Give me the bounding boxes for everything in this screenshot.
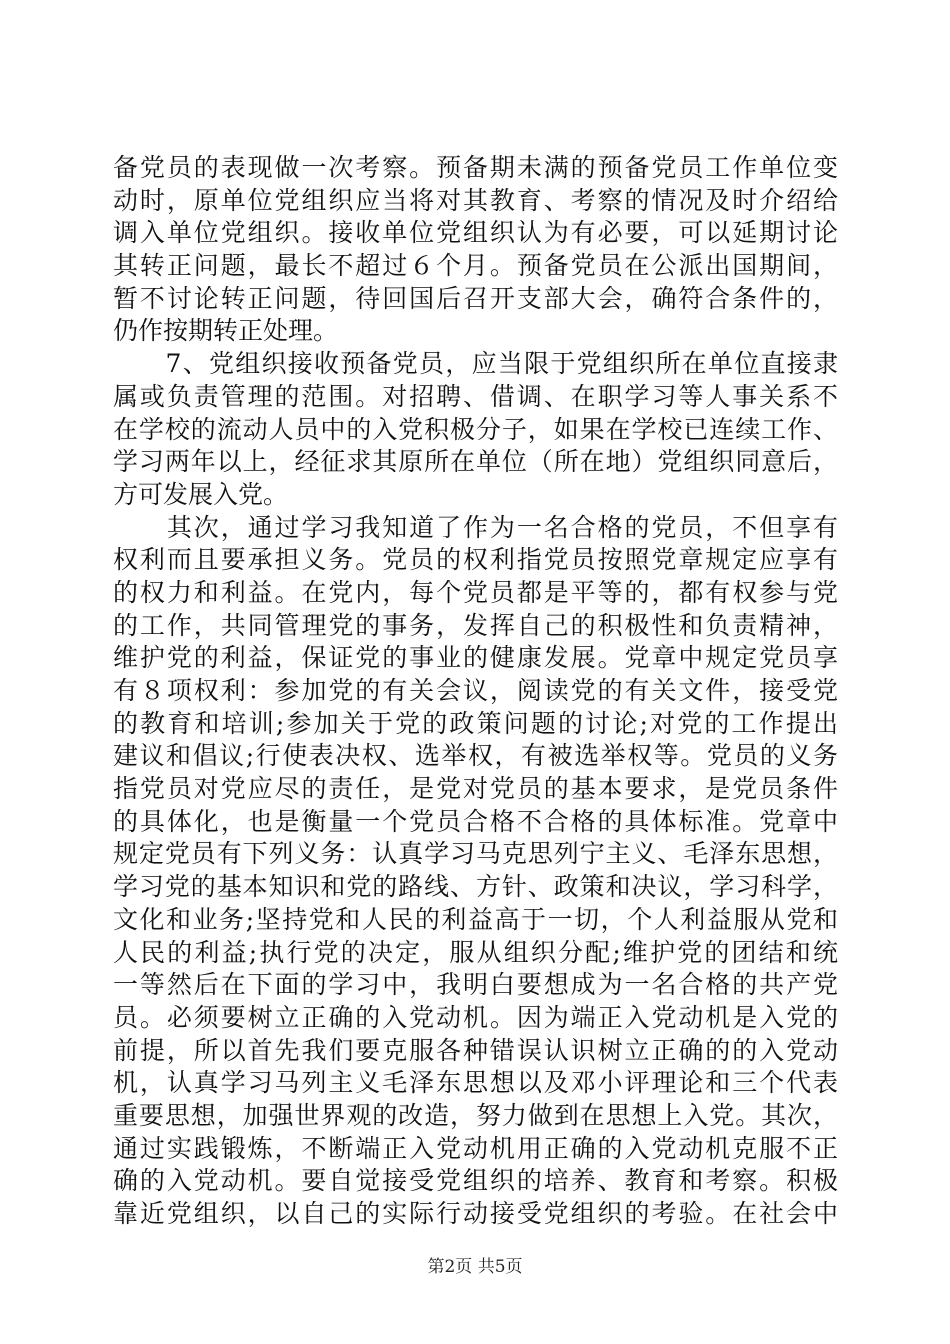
text-line: 其转正问题，最长不超过６个月。预备党员在公派出国期间，	[113, 251, 838, 281]
text-line: 通过实践锻炼，不断端正入党动机用正确的入党动机克服不正	[113, 1133, 838, 1163]
text-line: 方可发展入党。	[113, 479, 289, 509]
text-line: 权利而且要承担义务。党员的权利指党员按照党章规定应享有	[113, 545, 838, 575]
text-line: 确的入党动机。要自觉接受党组织的培养、教育和考察。积极	[113, 1166, 838, 1196]
paragraph-probation-transfer	[113, 152, 838, 348]
text-line: 其次，通过学习我知道了作为一名合格的党员，不但享有	[113, 512, 838, 542]
page-number-footer: 第2页 共5页	[427, 1257, 523, 1277]
text-line: 文化和业务;坚持党和人民的利益高于一切，个人利益服从党和	[113, 904, 838, 934]
text-line: 人民的利益;执行党的决定，服从组织分配;维护党的团结和统	[113, 937, 838, 967]
document-body	[113, 152, 838, 1231]
paragraph-rights-and-duties	[113, 512, 838, 1231]
text-line: 属或负责管理的范围。对招聘、借调、在职学习等人事关系不	[113, 381, 838, 411]
text-line: 7、党组织接收预备党员，应当限于党组织所在单位直接隶	[113, 349, 838, 379]
text-line: 指党员对党应尽的责任，是党对党员的基本要求，是党员条件	[113, 774, 838, 804]
text-line: 一等然后在下面的学习中，我明白要想成为一名合格的共产党	[113, 970, 838, 1000]
text-line: 调入单位党组织。接收单位党组织认为有必要，可以延期讨论	[113, 218, 838, 248]
text-line: 员。必须要树立正确的入党动机。因为端正入党动机是入党的	[113, 1002, 838, 1032]
text-line: 建议和倡议;行使表决权、选举权，有被选举权等。党员的义务	[113, 741, 838, 771]
text-line: 的具体化，也是衡量一个党员合格不合格的具体标准。党章中	[113, 806, 838, 836]
text-line: 的权力和利益。在党内，每个党员都是平等的，都有权参与党	[113, 577, 838, 607]
text-line: 重要思想，加强世界观的改造，努力做到在思想上入党。其次，	[113, 1100, 838, 1130]
text-line: 暂不讨论转正问题，待回国后召开支部大会，确符合条件的，	[113, 283, 838, 313]
text-line: 学习党的基本知识和党的路线、方针、政策和决议，学习科学，	[113, 872, 838, 902]
text-line: 学习两年以上，经征求其原所在单位（所在地）党组织同意后，	[113, 447, 838, 477]
text-line: 前提，所以首先我们要克服各种错误认识树立正确的的入党动	[113, 1035, 838, 1065]
text-line: 的教育和培训;参加关于党的政策问题的讨论;对党的工作提出	[113, 708, 838, 738]
text-line: 仍作按期转正处理。	[113, 316, 339, 346]
text-line: 机，认真学习马列主义毛泽东思想以及邓小评理论和三个代表	[113, 1068, 838, 1098]
text-line: 靠近党组织，以自己的实际行动接受党组织的考验。在社会中	[113, 1199, 838, 1228]
text-line: 的工作，共同管理党的事务，发挥自己的积极性和负责精神，	[113, 610, 838, 640]
text-line: 规定党员有下列义务：认真学习马克思列宁主义、毛泽东思想，	[113, 839, 838, 869]
text-line: 动时，原单位党组织应当将对其教育、考察的情况及时介绍给	[113, 185, 838, 215]
text-line: 维护党的利益，保证党的事业的健康发展。党章中规定党员享	[113, 643, 838, 673]
paragraph-item-7	[113, 348, 838, 511]
text-line: 在学校的流动人员中的入党积极分子，如果在学校已连续工作、	[113, 414, 838, 444]
text-line: 有８项权利：参加党的有关会议，阅读党的有关文件，接受党	[113, 676, 838, 705]
text-line: 备党员的表现做一次考察。预备期未满的预备党员工作单位变	[113, 153, 838, 182]
